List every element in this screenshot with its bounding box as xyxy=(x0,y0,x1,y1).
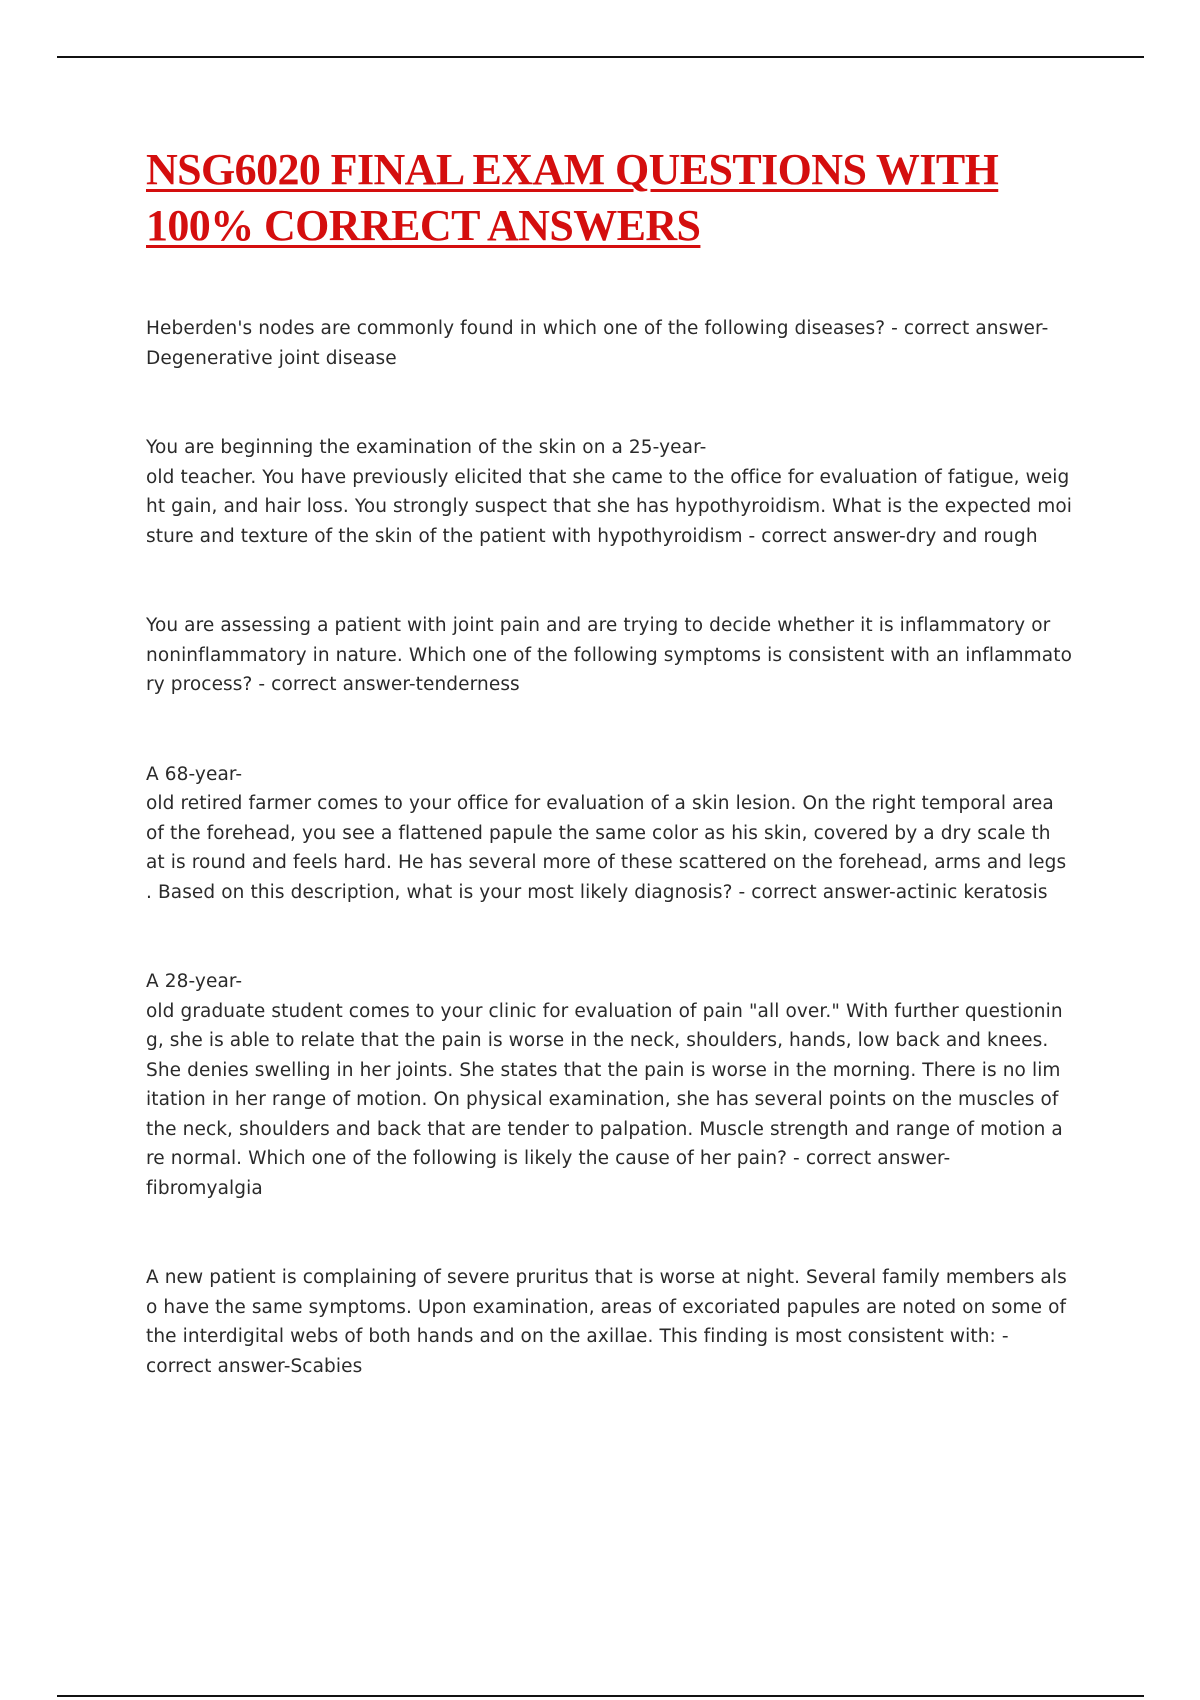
qa-item xyxy=(146,967,1088,1203)
qa-item xyxy=(146,433,1088,551)
header-rule xyxy=(57,56,1144,58)
qa-line: of the forehead, you see a flattened papule the same color as his skin, covered by a dry scale th xyxy=(146,822,1051,844)
qa-line: old teacher. You have previously elicited that she came to the office for evaluation of fatigue, weig xyxy=(146,466,1070,488)
title-line: NSG6020 FINAL EXAM QUESTIONS WITH xyxy=(146,145,999,194)
qa-item xyxy=(146,314,1088,373)
qa-line: sture and texture of the skin of the patient with hypothyroidism - correct answer-dry and rough xyxy=(146,525,1038,547)
qa-line: You are beginning the examination of the skin on a 25-year- xyxy=(146,437,707,458)
qa-line: g, she is able to relate that the pain is worse in the neck, shoulders, hands, low back and knees. xyxy=(146,1030,1049,1051)
qa-line: You are assessing a patient with joint pain and are trying to decide whether it is inflammatory or xyxy=(146,615,1051,636)
qa-line: A new patient is complaining of severe pruritus that is worse at night. Several family members als xyxy=(146,1267,1067,1288)
qa-line: Heberden's nodes are commonly found in which one of the following diseases? - correct answer- xyxy=(146,318,1049,339)
qa-item xyxy=(146,1263,1088,1381)
document-body xyxy=(146,142,1088,1441)
qa-line: She denies swelling in her joints. She states that the pain is worse in the morning. There is no lim xyxy=(146,1059,1061,1081)
qa-line: itation in her range of motion. On physical examination, she has several points on the muscles of xyxy=(146,1089,1059,1110)
qa-line: correct answer-Scabies xyxy=(146,1355,363,1377)
qa-line: old retired farmer comes to your office for evaluation of a skin lesion. On the right temporal area xyxy=(146,793,1054,814)
qa-line: . Based on this description, what is your most likely diagnosis? - correct answer-actinic keratosis xyxy=(146,881,1048,903)
qa-line: ry process? - correct answer-tenderness xyxy=(146,674,520,695)
qa-line: A 28-year- xyxy=(146,971,243,992)
qa-line: the neck, shoulders and back that are tender to palpation. Muscle strength and range of motion a xyxy=(146,1118,1063,1140)
qa-line: A 68-year- xyxy=(146,763,243,785)
qa-item xyxy=(146,760,1088,908)
qa-item xyxy=(146,611,1088,700)
qa-line: at is round and feels hard. He has several more of these scattered on the forehead, arms and legs xyxy=(146,852,1067,873)
qa-line: Degenerative joint disease xyxy=(146,347,397,369)
qa-line: old graduate student comes to your clinic for evaluation of pain "all over." With further questionin xyxy=(146,1000,1063,1022)
document-title xyxy=(146,142,1088,254)
qa-list xyxy=(146,314,1088,1381)
title-line: 100% CORRECT ANSWERS xyxy=(146,201,701,250)
qa-line: ht gain, and hair loss. You strongly suspect that she has hypothyroidism. What is the expected moi xyxy=(146,496,1072,517)
qa-line: o have the same symptoms. Upon examination, areas of excoriated papules are noted on some of xyxy=(146,1296,1067,1318)
qa-line: noninflammatory in nature. Which one of the following symptoms is consistent with an inflammato xyxy=(146,644,1073,666)
qa-line: fibromyalgia xyxy=(146,1177,263,1199)
qa-line: the interdigital webs of both hands and on the axillae. This finding is most consistent with: - xyxy=(146,1326,1009,1347)
qa-line: re normal. Which one of the following is likely the cause of her pain? - correct answer- xyxy=(146,1148,951,1169)
footer-rule xyxy=(57,1695,1144,1697)
